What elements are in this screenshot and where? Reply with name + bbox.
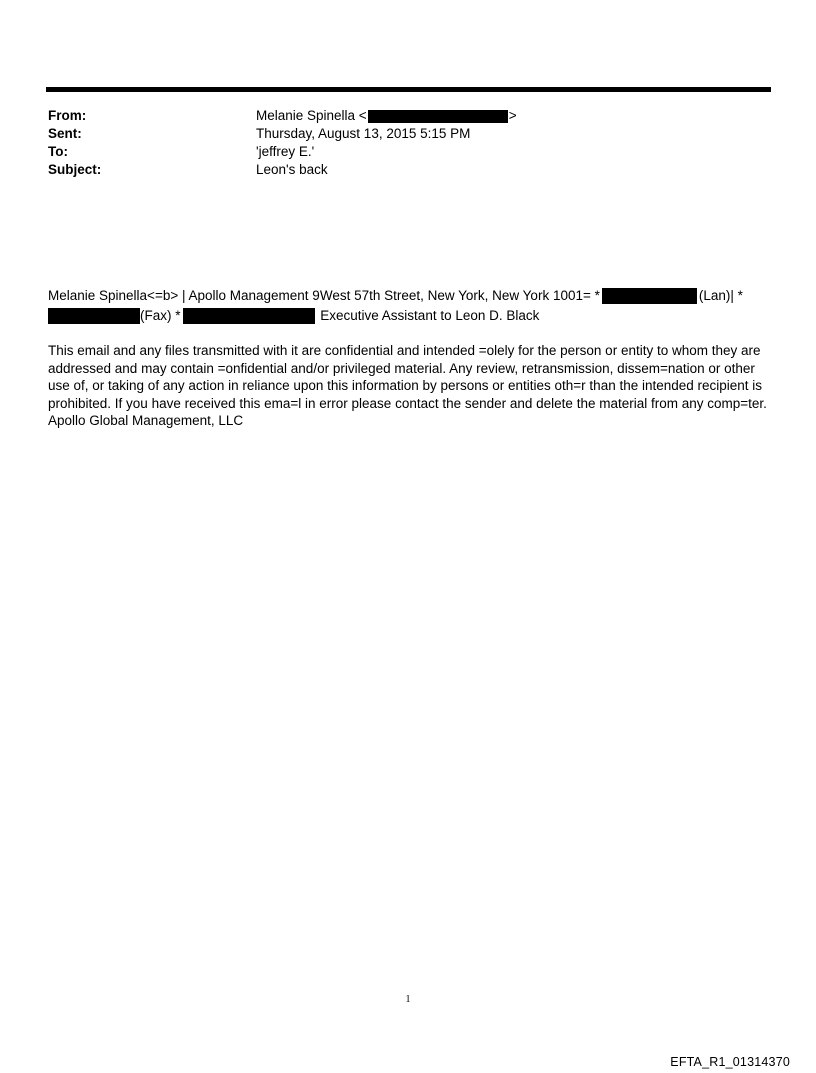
subject-value: Leon's back [256,162,328,177]
redacted-phone-lan [602,288,697,304]
redacted-phone-fax [48,308,140,324]
signature-title: Executive Assistant to Leon D. Black [320,308,540,323]
sent-value: Thursday, August 13, 2015 5:15 PM [256,126,471,141]
to-row [48,143,748,161]
to-value: 'jeffrey E.' [256,144,315,159]
document-id: EFTA_R1_01314370 [670,1055,790,1069]
email-header [48,107,748,179]
subject-row [48,161,748,179]
from-row [48,107,748,125]
header-divider [46,87,771,92]
from-bracket-close: > [508,108,517,123]
from-label: From: [48,108,87,123]
page-number: 1 [405,994,411,1005]
email-signature [48,286,768,326]
signature-lan-label: (Lan)| * [698,288,743,303]
confidentiality-disclaimer: This email and any files transmitted with it are confidential and intended =olely for the person or entity to whom they are addressed and may contain =onfidential and/or privileged material. Any review, retransmission, dissem=nation or other use of, or taking of any action in reliance upon this information by persons or entities oth=r than the intended recipient is prohibited. If you have received this ema=l in error please contact the sender and delete the material from any comp=ter. Apollo Global Management, LLC [48,343,767,428]
redacted-email [368,110,508,123]
from-value [256,107,517,125]
sent-row [48,125,748,143]
to-label: To: [48,144,68,159]
from-name: Melanie Spinella < [256,108,367,123]
redacted-phone-mobile [183,308,315,324]
subject-label: Subject: [48,162,102,177]
signature-line-1: Melanie Spinella<=b> | Apollo Management 9West 57th Street, New York, New York 1001= * [48,288,600,303]
signature-fax-label: (Fax) * [140,308,181,323]
sent-label: Sent: [48,126,82,141]
